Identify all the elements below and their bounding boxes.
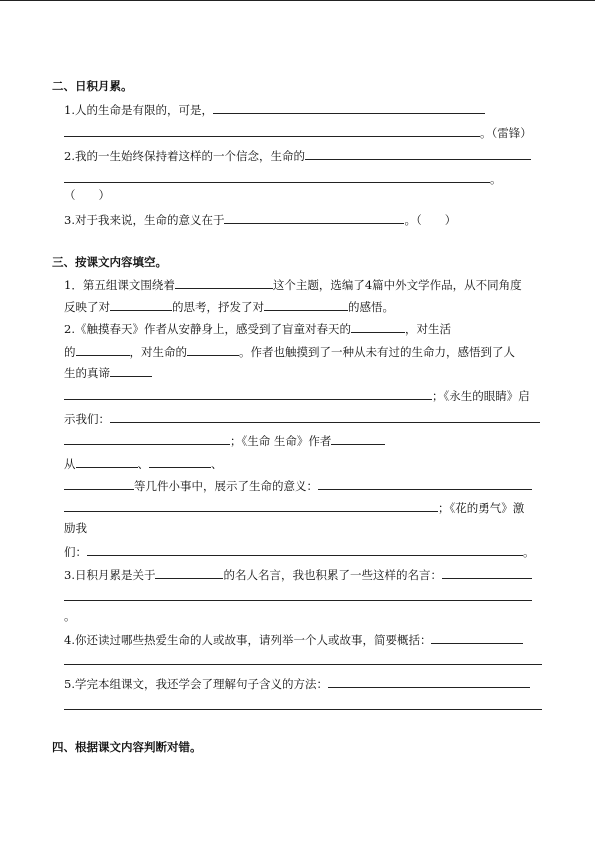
sec3-q2-line6 <box>64 432 385 446</box>
sec3-q2-blank-4[interactable] <box>110 364 152 377</box>
sec3-q4-blank-2[interactable] <box>64 652 542 665</box>
sec3-q2-blank-2[interactable] <box>76 343 130 356</box>
sec3-q4-blank-1[interactable] <box>431 631 523 644</box>
sec3-q2-line10: 励我 <box>64 521 87 535</box>
sec2-q2-end: 。 <box>490 172 502 186</box>
sec2-q2-text: 2.我的一生始终保持着这样的一个信念，生命的 <box>64 149 305 163</box>
sec2-q3-text: 3.对于我来说，生命的意义在于 <box>64 213 225 227</box>
sec3-q2-blank-9[interactable] <box>76 455 138 468</box>
sec2-q1-blank-1[interactable] <box>213 101 485 114</box>
sec3-q2-line3 <box>64 364 152 378</box>
sec3-q2-text-j: 从 <box>64 457 76 471</box>
sec3-q2-text-g: ；《永生的眼睛》启 <box>432 389 530 403</box>
sec3-q2-text-p: 们： <box>64 545 87 559</box>
sec3-q2-text-b: ，对生活 <box>404 322 451 336</box>
sec3-q3-blank-1[interactable] <box>155 566 223 579</box>
section-2-title: 二、日积月累。 <box>52 79 133 93</box>
sec2-q2-blank-2[interactable] <box>64 170 490 183</box>
sec3-q2-line9 <box>64 499 524 513</box>
sec3-q2-text-l: 、 <box>211 457 223 471</box>
sec3-q5-text: 5.学完本组课文，我还学会了理解句子含义的方法： <box>64 677 328 691</box>
sec3-q5-blank-2[interactable] <box>64 697 542 710</box>
sec3-q1-text-d: 的思考，抒发了对 <box>172 300 264 314</box>
sec3-q1-line1 <box>64 276 522 290</box>
sec3-q2-blank-5[interactable] <box>64 387 432 400</box>
sec3-q2-text-d: ，对生命的 <box>129 345 187 359</box>
sec3-q2-line8 <box>64 477 532 491</box>
sec3-q1-blank-theme[interactable] <box>175 276 273 289</box>
sec3-q2-blank-14[interactable] <box>87 543 523 556</box>
sec3-q2-text-n: ；《花的勇气》激 <box>438 501 525 515</box>
sec3-q1-text-a: 1．第五组课文围绕着 <box>64 278 175 292</box>
sec3-q2-text-f: 生的真谛 <box>64 366 110 380</box>
sec3-q1-text-b: 这个主题，选编了4篇中外文学作品，从不同角度 <box>272 278 522 292</box>
sec3-q3-line2 <box>64 588 532 602</box>
sec3-q1-text-c: 反映了对 <box>64 300 110 314</box>
sec2-q2-blank-1[interactable] <box>305 147 531 160</box>
sec3-q2-line5 <box>64 410 540 424</box>
sec2-q1-blank-2[interactable] <box>64 124 480 137</box>
sec3-q2-blank-10[interactable] <box>149 455 211 468</box>
sec2-q1-line1 <box>64 101 485 115</box>
sec3-q2-blank-13[interactable] <box>64 499 438 512</box>
sec3-q5-line2 <box>64 697 542 711</box>
section-4-title: 四、根据课文内容判断对错。 <box>52 740 202 754</box>
sec2-q2-line1 <box>64 147 531 161</box>
sec2-q3-blank[interactable] <box>224 211 404 224</box>
sec3-q5-blank-1[interactable] <box>328 675 530 688</box>
sec3-q4-line1 <box>64 631 523 645</box>
sec3-q2-line1 <box>64 320 451 334</box>
sec3-q2-line2 <box>64 343 515 357</box>
sec3-q2-text-k: 、 <box>137 457 149 471</box>
sec3-q2-text-q: 。 <box>523 545 535 559</box>
sec3-q4-line2 <box>64 652 542 666</box>
sec3-q3-blank-3[interactable] <box>64 588 532 601</box>
sec3-q3-line1 <box>64 566 532 580</box>
sec3-q4-text: 4.你还读过哪些热爱生命的人或故事，请列举一个人或故事，简要概括： <box>64 633 432 647</box>
sec3-q2-line7 <box>64 455 223 469</box>
sec3-q3-blank-2[interactable] <box>442 566 532 579</box>
sec2-q2-line2 <box>64 170 502 184</box>
sec3-q2-blank-8[interactable] <box>331 432 385 445</box>
sec3-q1-text-e: 的感悟。 <box>348 300 394 314</box>
sec3-q2-blank-7[interactable] <box>64 432 230 445</box>
sec3-q3-text-b: 的名人名言，我也积累了一些这样的名言： <box>223 568 442 582</box>
sec3-q2-blank-3[interactable] <box>187 343 239 356</box>
sec2-q2-paren: （ ） <box>64 188 110 202</box>
sec3-q3-end: 。 <box>64 609 76 623</box>
sec3-q2-blank-1[interactable] <box>351 320 405 333</box>
sec3-q2-text-a: 2.《触摸春天》作者从安静身上，感受到了盲童对春天的 <box>64 322 351 336</box>
sec3-q1-blank-3[interactable] <box>264 298 348 311</box>
sec2-q1-text: 1.人的生命是有限的，可是， <box>64 103 213 117</box>
sec2-q1-end: 。（雷锋） <box>480 126 532 140</box>
sec3-q2-text-m: 等几件小事中，展示了生命的意义： <box>134 479 318 493</box>
sec3-q5-line1 <box>64 675 530 689</box>
sec3-q2-text-c: 的 <box>64 345 76 359</box>
sec2-q3-end: 。（ ） <box>404 213 457 227</box>
sec3-q2-text-i: ；《生命 生命》作者 <box>230 434 332 448</box>
sec3-q1-blank-2[interactable] <box>110 298 172 311</box>
sec3-q2-text-h: 示我们： <box>64 412 110 426</box>
sec3-q1-line2 <box>64 298 394 312</box>
sec3-q3-text-a: 3.日积月累是关于 <box>64 568 156 582</box>
sec3-q2-blank-12[interactable] <box>318 477 532 490</box>
sec3-q2-line4 <box>64 387 530 401</box>
sec3-q2-blank-6[interactable] <box>110 410 540 423</box>
sec2-q3-line <box>64 211 456 225</box>
sec3-q2-blank-11[interactable] <box>64 477 134 490</box>
sec2-q1-line2 <box>64 124 532 138</box>
sec3-q2-text-e: 。作者也触摸到了一种从未有过的生命力，感悟到了人 <box>239 345 515 359</box>
section-3-title: 三、按课文内容填空。 <box>52 255 167 269</box>
page-top-rule <box>0 0 595 1</box>
sec3-q2-line11 <box>64 543 535 557</box>
